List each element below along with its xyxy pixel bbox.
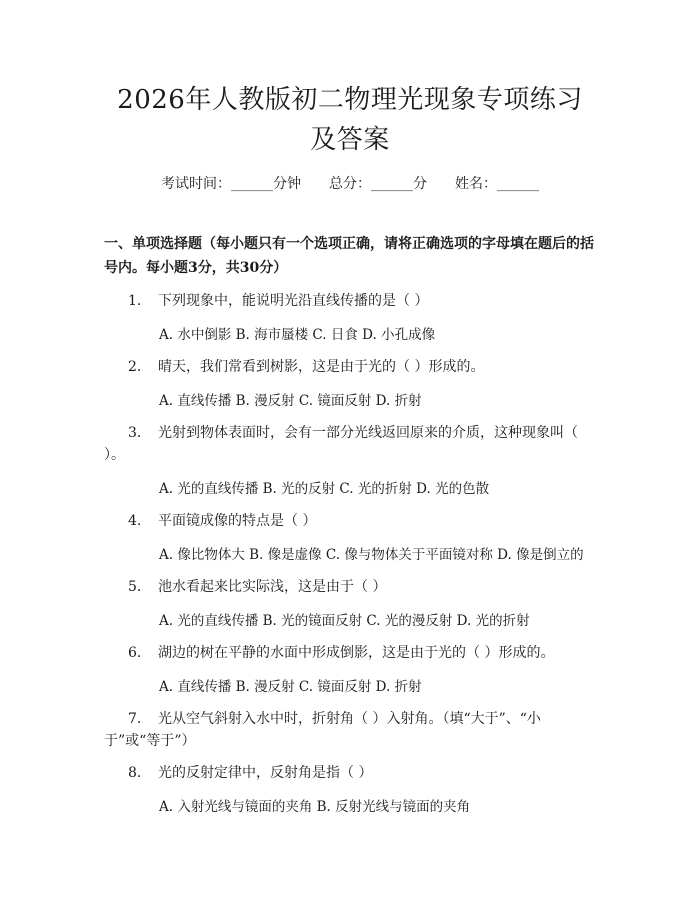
question-options: A. 光的直线传播 B. 光的反射 C. 光的折射 D. 光的色散 — [159, 481, 490, 497]
question-4 — [104, 510, 596, 532]
student-name-label: 姓名：______ — [455, 176, 539, 192]
exam-meta — [104, 174, 596, 194]
total-score-label: 总分：______分 — [329, 176, 427, 192]
question-number: 4. — [128, 513, 142, 529]
question-options: A. 入射光线与镜面的夹角 B. 反射光线与镜面的夹角 — [159, 799, 471, 815]
question-2 — [104, 356, 596, 378]
question-1 — [104, 290, 596, 312]
question-number: 3. — [128, 425, 142, 441]
question-options: A. 直线传播 B. 漫反射 C. 镜面反射 D. 折射 — [159, 393, 422, 409]
question-options: A. 像比物体大 B. 像是虚像 C. 像与物体关于平面镜对称 D. 像是倒立的 — [159, 547, 584, 563]
question-options: A. 直线传播 B. 漫反射 C. 镜面反射 D. 折射 — [159, 679, 422, 695]
question-text: 湖边的树在平静的水面中形成倒影，这是由于光的（ ）形成的。 — [158, 645, 555, 661]
question-text: 晴天，我们常看到树影，这是由于光的（ ）形成的。 — [158, 359, 485, 375]
question-6 — [104, 642, 596, 664]
question-7 — [104, 708, 596, 752]
question-number: 8. — [128, 765, 142, 781]
question-5 — [104, 576, 596, 598]
question-text: 光射到物体表面时，会有一部分光线返回原来的介质，这种现象叫（ ）。 — [104, 425, 578, 463]
question-number: 5. — [128, 579, 142, 595]
question-list — [104, 290, 596, 818]
question-number: 2. — [128, 359, 142, 375]
question-text: 池水看起来比实际浅，这是由于（ ） — [158, 579, 387, 595]
question-options: A. 水中倒影 B. 海市蜃楼 C. 日食 D. 小孔成像 — [159, 327, 436, 343]
section-heading: 一、单项选择题（每小题只有一个选项正确，请将正确选项的字母填在题后的括号内。每小题3分，共30分） — [104, 236, 594, 276]
exam-time-label: 考试时间：______分钟 — [161, 176, 301, 192]
question-options: A. 光的直线传播 B. 光的镜面反射 C. 光的漫反射 D. 光的折射 — [159, 613, 530, 629]
question-text: 光从空气斜射入水中时，折射角（ ）入射角。（填“大于”、“小于”或“等于”） — [104, 711, 541, 749]
question-text: 光的反射定律中，反射角是指（ ） — [158, 765, 373, 781]
question-8 — [104, 762, 596, 784]
question-number: 1. — [128, 293, 142, 309]
question-text: 平面镜成像的特点是（ ） — [158, 513, 317, 529]
page-title: 2026年人教版初二物理光现象专项练习及答案 — [117, 85, 583, 155]
question-text: 下列现象中，能说明光沿直线传播的是（ ） — [158, 293, 429, 309]
question-number: 6. — [128, 645, 142, 661]
question-3 — [104, 422, 596, 466]
question-number: 7. — [128, 711, 142, 727]
